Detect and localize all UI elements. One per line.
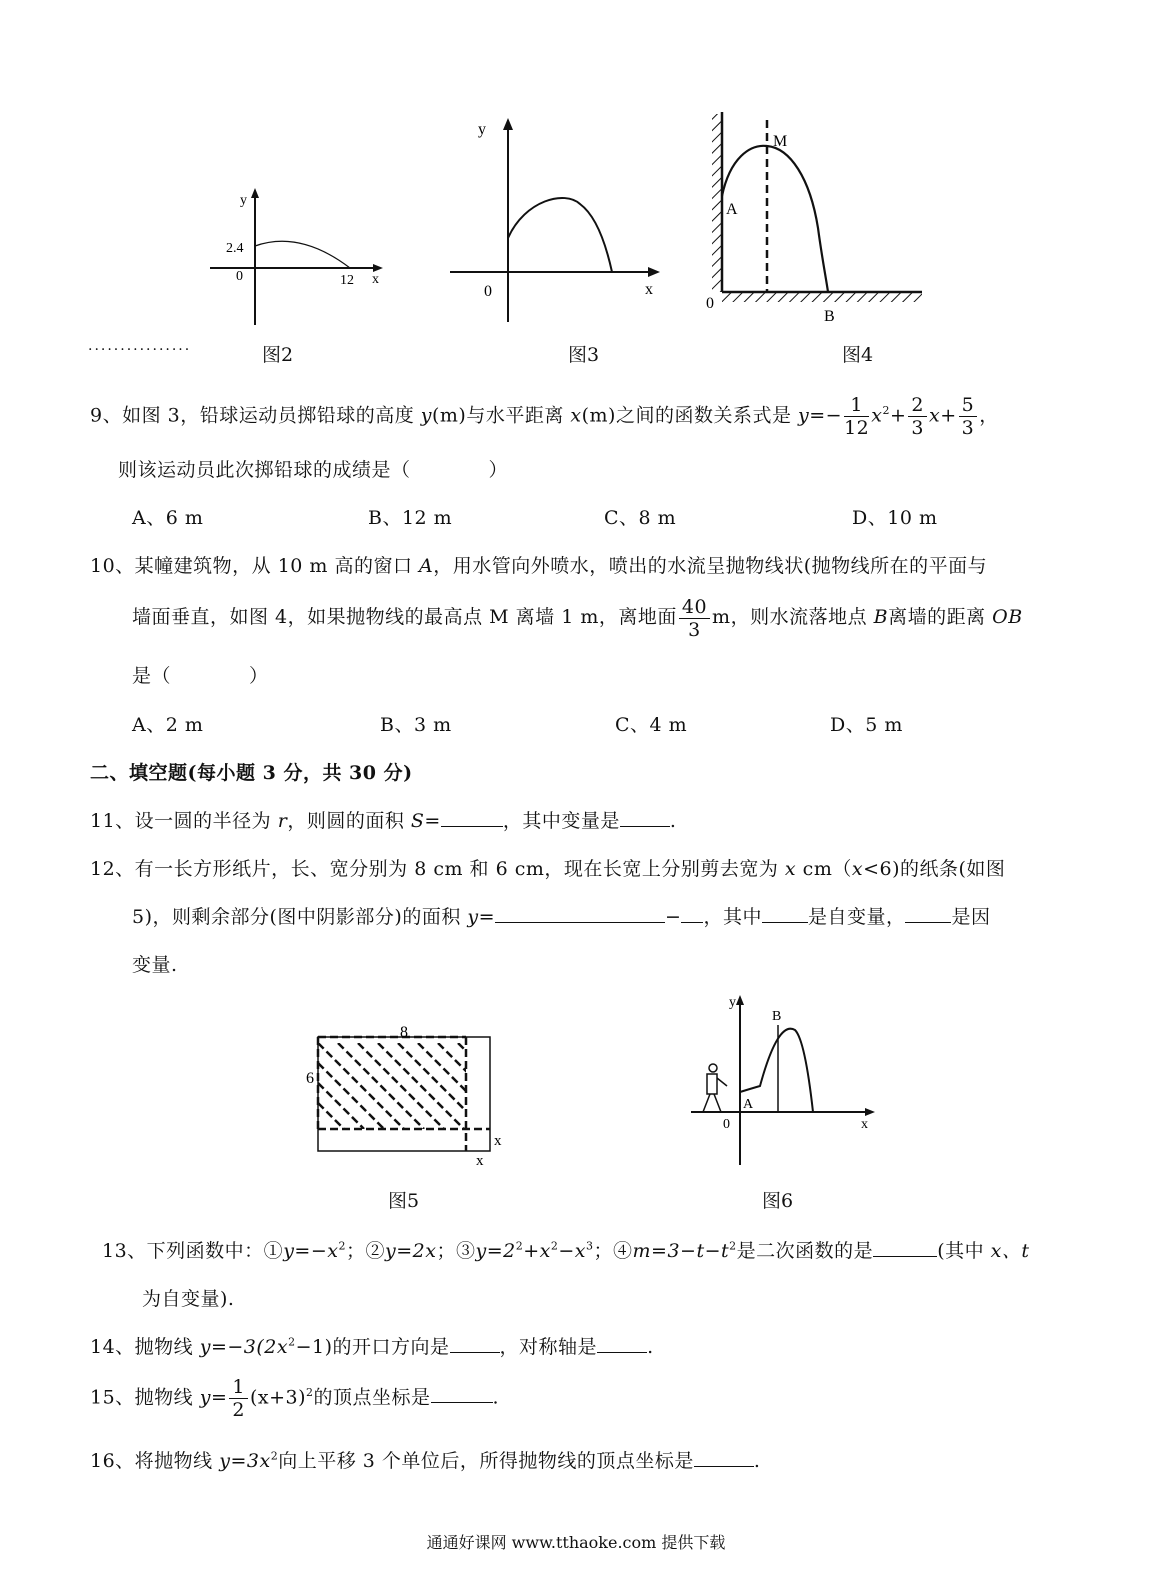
q9-option-a: A、6 m xyxy=(132,507,204,529)
fig2-caption: 图2 xyxy=(262,344,294,366)
page-footer: 通通好课网 www.tthaoke.com 提供下载 xyxy=(426,1533,726,1552)
q10-option-a: A、2 m xyxy=(132,714,204,736)
q14-blank-2[interactable] xyxy=(597,1334,647,1353)
q13-line2: 为自变量). xyxy=(142,1288,235,1310)
q10-option-c: C、4 m xyxy=(615,714,688,736)
q11-line: 11、设一圆的半径为 r，则圆的面积 S= ，其中变量是 . xyxy=(90,810,677,832)
fig2-x-label: x xyxy=(372,272,379,287)
q13-line1: 13、下列函数中：$①y=-x^2$；②y=2x；$③y=2^2+x^2-x^3$；$④m=3-t-t^2$是二次函数的是 (其中 x、t xyxy=(102,1239,1030,1262)
section-2-heading: 二、填空题(每小题 3 分，共 30 分) xyxy=(90,762,413,784)
fig5-x-label-2: x xyxy=(476,1153,484,1169)
q12-line3: 变量. xyxy=(132,954,178,976)
q15-line: 15、抛物线 y= $\frac{1}{2}$ $(x+3)^2$的顶点坐标是 . xyxy=(90,1375,500,1421)
q12-blank-4[interactable] xyxy=(905,904,951,923)
fig4-label-o: 0 xyxy=(706,295,714,312)
fig6-caption: 图6 xyxy=(762,1190,794,1212)
q15-fraction: $\frac{1}{2}$ xyxy=(229,1376,248,1421)
fig2-x-value: 12 xyxy=(340,273,354,288)
q14-blank-1[interactable] xyxy=(450,1334,500,1353)
fig3-y-label: y xyxy=(478,121,486,138)
q9-fraction-2: $\frac{2}{3}$ xyxy=(908,394,927,439)
q12-line2: 5)，则剩余部分(图中阴影部分)的面积 y= − ，其中 是自变量， 是因 xyxy=(132,906,991,928)
fig3-caption: 图3 xyxy=(568,344,600,366)
fig5-x-label-1: x xyxy=(494,1133,502,1149)
figure-2 xyxy=(200,180,400,330)
fig4-label-b: B xyxy=(824,308,835,325)
q10-line2: 墙面垂直，如图 4，如果抛物线的最高点 M 离墙 1 m，离地面 $\frac{40}{3}$ m，则水流落地点 B离墙的距离 OB xyxy=(132,595,1023,641)
q9-line2: 则该运动员此次掷铅球的成绩是（ ） xyxy=(118,459,509,481)
figure-4 xyxy=(700,108,930,328)
fig3-x-label: x xyxy=(645,281,653,298)
q12-blank-3[interactable] xyxy=(762,904,808,923)
q9-fraction-1: $\frac{1}{12}$ xyxy=(844,393,870,439)
q12-blank-1[interactable] xyxy=(495,904,665,923)
fig4-caption: 图4 xyxy=(842,344,874,366)
fig3-origin: 0 xyxy=(484,283,492,300)
q11-blank-2[interactable] xyxy=(620,808,670,827)
fig4-label-m: M xyxy=(773,133,788,150)
fig2-leader: ................ xyxy=(88,338,192,354)
fig6-x-label: x xyxy=(861,1117,868,1132)
q9-line1: 9、如图 3，铅球运动员掷铅球的高度 y(m)与水平距离 x(m)之间的函数关系式是 y=− $\frac{1}{12}$ $x^2+$ $\frac{2}{3}$ x+ $\frac{5}{3}$ ， xyxy=(90,393,999,439)
fig6-label-a: A xyxy=(743,1097,754,1112)
q9-option-c: C、8 m xyxy=(604,507,677,529)
fig4-label-a: A xyxy=(726,201,738,218)
q9-fraction-3: $\frac{5}{3}$ xyxy=(959,394,978,439)
q10-fraction: $\frac{40}{3}$ xyxy=(679,596,710,641)
q12-blank-2[interactable] xyxy=(681,904,703,923)
q11-blank-1[interactable] xyxy=(441,808,503,827)
q9-option-d: D、10 m xyxy=(852,507,938,529)
fig6-origin: 0 xyxy=(723,1117,730,1132)
person-icon xyxy=(703,1064,727,1112)
q12-line1: 12、有一长方形纸片，长、宽分别为 8 cm 和 6 cm，现在长宽上分别剪去宽为 x cm（x<6)的纸条(如图 xyxy=(90,858,1006,880)
q14-line: 14、抛物线 $y=-3(2x^2-1)$的开口方向是 ，对称轴是 . xyxy=(90,1335,654,1358)
q10-option-b: B、3 m xyxy=(380,714,452,736)
fig2-origin: 0 xyxy=(236,269,243,284)
figure-5 xyxy=(300,1025,520,1170)
q10-line1: 10、某幢建筑物，从 10 m 高的窗口 A，用水管向外喷水，喷出的水流呈抛物线状(抛物线所在的平面与 xyxy=(90,555,988,577)
figure-6 xyxy=(685,990,885,1170)
q10-line3: 是（ ） xyxy=(132,665,269,687)
q15-blank[interactable] xyxy=(431,1384,493,1403)
fig2-y-label: y xyxy=(240,193,247,208)
figure-3 xyxy=(440,110,670,330)
fig6-label-b: B xyxy=(772,1009,782,1024)
q9-option-b: B、12 m xyxy=(368,507,453,529)
q16-blank[interactable] xyxy=(694,1448,754,1467)
fig5-top-label: 8 xyxy=(400,1025,408,1041)
q16-line: 16、将抛物线 $y=3x^2$向上平移 3 个单位后，所得抛物线的顶点坐标是 . xyxy=(90,1449,761,1472)
fig5-caption: 图5 xyxy=(388,1190,420,1212)
fig5-left-label: 6 xyxy=(306,1070,314,1087)
q13-blank[interactable] xyxy=(873,1238,937,1257)
fig6-y-label: y xyxy=(729,995,736,1010)
fig2-y-value: 2.4 xyxy=(226,241,244,256)
q10-option-d: D、5 m xyxy=(830,714,903,736)
